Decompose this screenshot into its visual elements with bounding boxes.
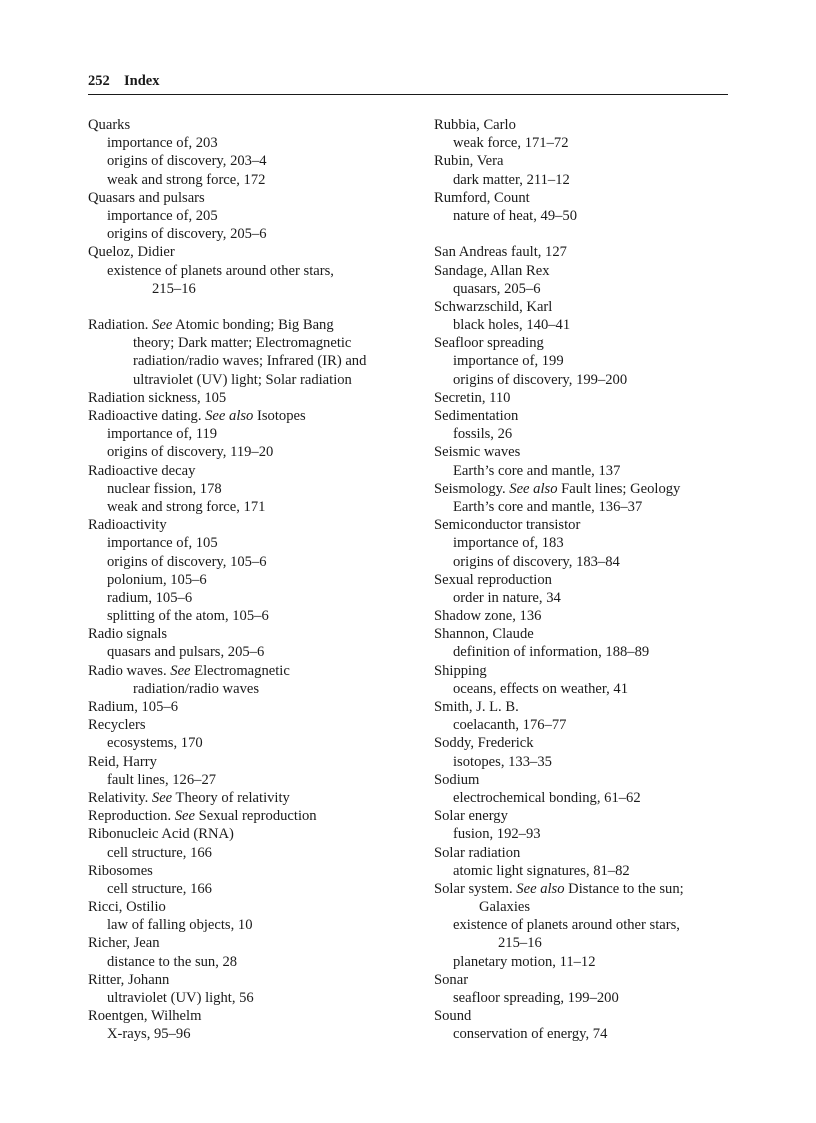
- entry-text: Radio waves.: [88, 662, 171, 679]
- entry-text: Electromagnetic: [190, 662, 290, 679]
- index-entry: Shipping: [434, 662, 487, 679]
- index-subentry: radiation/radio waves: [133, 680, 260, 697]
- index-entry: Radium, 105–6: [88, 699, 178, 715]
- index-entry: Solar energy: [434, 808, 508, 825]
- index-entry: Ribonucleic Acid (RNA): [88, 826, 234, 843]
- index-entry: Smith, J. L. B.: [434, 699, 519, 715]
- index-subentry: fossils, 26: [453, 426, 513, 443]
- index-entry: Radio signals: [88, 626, 168, 643]
- cross-reference-label: See also: [205, 408, 254, 424]
- index-entry: Sonar: [434, 971, 469, 988]
- index-subentry: distance to the sun, 28: [107, 953, 238, 970]
- index-entry: Shannon, Claude: [434, 626, 534, 643]
- entry-text: Seismology.: [434, 480, 510, 497]
- index-subentry: weak force, 171–72: [453, 135, 569, 152]
- index-subentry: nuclear fission, 178: [107, 480, 222, 497]
- index-entry: [88, 662, 408, 680]
- cross-reference-label: See: [151, 789, 173, 806]
- index-entry: [88, 789, 408, 807]
- index-entry: [88, 407, 408, 425]
- index-entry: Ritter, Johann: [88, 971, 170, 988]
- cross-reference-label: See: [174, 808, 196, 825]
- index-subentry: quasars, 205–6: [453, 280, 541, 297]
- index-entry: [434, 880, 734, 898]
- index-subentry: electrochemical bonding, 61–62: [453, 789, 641, 806]
- cross-reference-label: See: [170, 662, 191, 679]
- index-entry: Ricci, Ostilio: [88, 899, 166, 916]
- index-subentry: origins of discovery, 105–6: [107, 553, 267, 570]
- index-entry: Ribosomes: [88, 862, 153, 879]
- index-subentry: 215–16: [498, 935, 542, 952]
- index-entry: Sedimentation: [434, 408, 519, 424]
- index-subentry: existence of planets around other stars,: [453, 917, 680, 934]
- entry-text: Radioactive dating.: [88, 408, 206, 424]
- index-entry: Radioactivity: [88, 517, 167, 534]
- index-subentry: weak and strong force, 171: [107, 498, 266, 515]
- entry-spacer: [88, 298, 408, 316]
- index-entry: Quasars and pulsars: [88, 189, 205, 206]
- index-entry: Seafloor spreading: [434, 335, 544, 352]
- index-subentry: importance of, 183: [453, 535, 564, 552]
- index-subentry: splitting of the atom, 105–6: [107, 608, 269, 625]
- index-subentry: importance of, 199: [453, 353, 564, 370]
- index-entry: Rubin, Vera: [434, 153, 504, 170]
- index-subentry: nature of heat, 49–50: [453, 207, 578, 224]
- index-subentry: cell structure, 166: [107, 844, 212, 861]
- index-subentry: importance of, 119: [107, 426, 218, 443]
- index-subentry: weak and strong force, 172: [107, 171, 266, 188]
- index-entry: Sandage, Allan Rex: [434, 262, 550, 279]
- entry-text: Theory of relativity: [172, 789, 290, 806]
- entry-text: Sexual reproduction: [195, 808, 317, 825]
- index-subentry: cell structure, 166: [107, 880, 212, 897]
- index-subentry: ultraviolet (UV) light; Solar radiation: [133, 371, 352, 388]
- index-entry: Richer, Jean: [88, 935, 160, 952]
- index-subentry: isotopes, 133–35: [453, 753, 552, 770]
- index-subentry: origins of discovery, 203–4: [107, 153, 267, 170]
- index-subentry: importance of, 205: [107, 207, 218, 224]
- index-subentry: X-rays, 95–96: [107, 1026, 191, 1043]
- index-entry: Rumford, Count: [434, 189, 530, 206]
- index-subentry: planetary motion, 11–12: [453, 953, 596, 970]
- index-subentry: black holes, 140–41: [453, 317, 571, 334]
- index-subentry: origins of discovery, 199–200: [453, 371, 628, 388]
- index-entry: [88, 316, 408, 334]
- index-subentry: coelacanth, 176–77: [453, 717, 567, 734]
- entry-text: Distance to the sun;: [564, 880, 684, 897]
- index-subentry: dark matter, 211–12: [453, 171, 570, 188]
- index-subentry: oceans, effects on weather, 41: [453, 680, 629, 697]
- index-subentry: ultraviolet (UV) light, 56: [107, 990, 254, 1006]
- index-subentry: definition of information, 188–89: [453, 644, 650, 661]
- index-entry: Solar radiation: [434, 844, 521, 861]
- index-subentry: importance of, 203: [107, 135, 218, 152]
- index-entry: Reid, Harry: [88, 753, 157, 770]
- entry-text: Reproduction.: [88, 808, 175, 825]
- index-entry: Radiation sickness, 105: [88, 389, 227, 406]
- index-entry: Sodium: [434, 771, 480, 788]
- entry-text: Atomic bonding; Big Bang: [172, 317, 334, 334]
- index-entry: Soddy, Frederick: [434, 735, 534, 752]
- index-entry: Roentgen, Wilhelm: [88, 1008, 202, 1025]
- index-subentry: seafloor spreading, 199–200: [453, 990, 619, 1006]
- cross-reference-label: See also: [509, 480, 558, 497]
- entry-text: Radiation.: [88, 317, 153, 334]
- index-subentry: 215–16: [152, 280, 196, 297]
- index-subentry: law of falling objects, 10: [107, 917, 253, 934]
- index-entry: Quarks: [88, 117, 131, 133]
- index-entry: Radioactive decay: [88, 462, 196, 479]
- cross-reference-label: See also: [516, 880, 565, 897]
- index-subentry: conservation of energy, 74: [453, 1026, 608, 1043]
- index-column-right: [434, 116, 734, 1044]
- index-entry: Sound: [434, 1008, 472, 1025]
- entry-text: Relativity.: [88, 789, 152, 806]
- index-entry: Recyclers: [88, 717, 146, 734]
- index-subentry: origins of discovery, 205–6: [107, 226, 267, 243]
- index-subentry: atomic light signatures, 81–82: [453, 862, 630, 879]
- index-subentry: quasars and pulsars, 205–6: [107, 644, 265, 661]
- cross-reference-label: See: [152, 317, 173, 334]
- index-entry: San Andreas fault, 127: [434, 244, 567, 261]
- index-subentry: ecosystems, 170: [107, 735, 203, 752]
- index-entry: Seismic waves: [434, 444, 521, 461]
- running-header: [88, 72, 728, 95]
- index-subentry: radium, 105–6: [107, 589, 193, 606]
- index-subentry: origins of discovery, 183–84: [453, 553, 620, 570]
- page-number: 252: [88, 73, 110, 89]
- index-entry: Queloz, Didier: [88, 244, 175, 261]
- entry-text: Isotopes: [253, 408, 306, 424]
- index-subentry: fault lines, 126–27: [107, 771, 217, 788]
- index-subentry: Earth’s core and mantle, 137: [453, 462, 621, 479]
- section-title: Index: [124, 73, 160, 89]
- index-entry: Secretin, 110: [434, 389, 511, 406]
- entry-text: Fault lines; Geology: [557, 480, 681, 497]
- index-subentry: origins of discovery, 119–20: [107, 444, 274, 461]
- index-subentry: Galaxies: [479, 899, 531, 916]
- index-entry: [88, 807, 408, 825]
- index-subentry: theory; Dark matter; Electromagnetic: [133, 335, 352, 352]
- index-entry: Sexual reproduction: [434, 571, 552, 588]
- index-entry: Schwarzschild, Karl: [434, 298, 553, 315]
- index-subentry: importance of, 105: [107, 535, 218, 552]
- index-column-left: [88, 116, 408, 1044]
- entry-spacer: [434, 225, 734, 243]
- index-entry: Shadow zone, 136: [434, 608, 542, 625]
- index-subentry: fusion, 192–93: [453, 826, 541, 843]
- index-subentry: Earth’s core and mantle, 136–37: [453, 498, 643, 515]
- index-subentry: polonium, 105–6: [107, 571, 207, 588]
- index-entry: Semiconductor transistor: [434, 517, 581, 534]
- index-subentry: order in nature, 34: [453, 589, 561, 606]
- index-subentry: radiation/radio waves; Infrared (IR) and: [133, 353, 367, 370]
- index-subentry: existence of planets around other stars,: [107, 262, 334, 279]
- index-entry: Rubbia, Carlo: [434, 117, 516, 133]
- index-entry: [434, 480, 734, 498]
- entry-text: Solar system.: [434, 880, 517, 897]
